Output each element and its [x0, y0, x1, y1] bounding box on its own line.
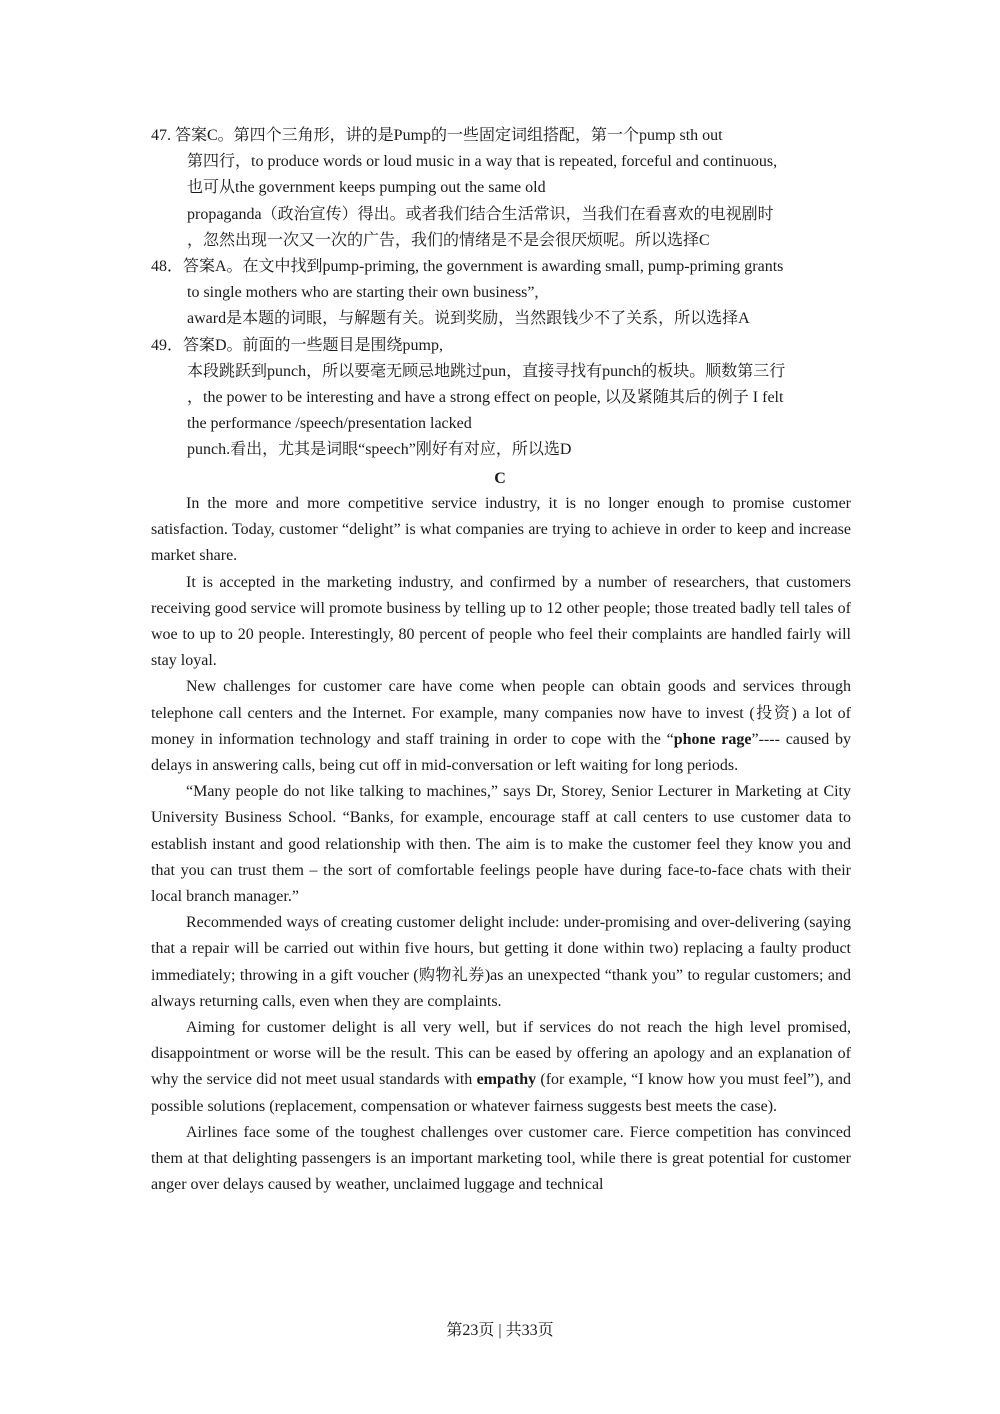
paragraph-7: Airlines face some of the toughest challenges over customer care. Fierce competition has convinced them at that delighting passengers is an important marketing tool, while there is great potential for customer anger over delays caused by weather, unclaimed luggage and technical [151, 1123, 851, 1194]
answer-explanations [151, 123, 851, 463]
answer-line: propaganda（政治宣传）得出。或者我们结合生活常识，当我们在看喜欢的电视剧时 [187, 205, 774, 223]
answer-line: the performance /speech/presentation lacked [187, 415, 472, 433]
paragraph-3-text-cont: ”---- caused by delays in answering calls, being cut off in mid-conversation or left waiting for long periods. [151, 730, 852, 775]
page-footer: 第23页 | 共33页 [446, 1322, 554, 1339]
paragraph-6 [151, 1015, 851, 1120]
answer-line: 也可从the government keeps pumping out the same old [187, 179, 546, 197]
paragraph-3 [151, 674, 851, 779]
paragraph-4: “Many people do not like talking to machines,” says Dr, Storey, Senior Lecturer in Marketing at City University Business School. “Banks, for example, encourage staff at call centers to use customer data to establish instant and good relationship with then. The aim is to make the customer feel they know you and that you can trust them – the sort of comfortable feelings people have during face-to-face chats with their local branch manager.” [151, 783, 851, 906]
answer-line: ，the power to be interesting and have a strong effect on people, 以及紧随其后的例子 I felt [187, 388, 784, 406]
paragraph-2: It is accepted in the marketing industry, and confirmed by a number of researchers, that customers receiving good service will promote business by telling up to 12 other people; those treated badly tell tales of woe to up to 20 people. Interestingly, 80 percent of people who feel their complaints are handled fairly will stay loyal. [151, 573, 851, 670]
answer-line: 47. 答案C。第四个三角形，讲的是Pump的一些固定词组搭配，第一个pump sth out [151, 127, 723, 144]
paragraph-6-text: Aiming for customer delight is all very well, but if services do not reach the high level promised, disappointment or worse will be the result. This can be eased by offering an apology and an explanation of why the service did not meet usual standards with [151, 1019, 851, 1089]
answer-48 [151, 254, 851, 333]
answer-line: 本段跳跃到punch，所以要毫无顾忌地跳过pun，直接寻找有punch的板块。顺数第三行 [187, 362, 786, 380]
answer-line: ，忽然出现一次又一次的广告，我们的情绪是不是会很厌烦呢。所以选择C [187, 231, 710, 249]
answer-line: punch.看出，尤其是词眼“speech”刚好有对应，所以选D [187, 441, 572, 459]
answer-line: 49．答案D。前面的一些题目是围绕pump, [151, 336, 444, 354]
answer-47 [151, 123, 851, 254]
paragraph-3-text: New challenges for customer care have come when people can obtain goods and services through telephone call centers and the Internet. For example, many companies now have to invest (投资) a lot of money in information technology and staff training in order to cope with the “ [151, 678, 851, 748]
paragraph-6-text-cont: (for example, “I know how you must feel”), and possible solutions (replacement, compensation or whatever fairness suggests best meets the case). [151, 1071, 851, 1115]
passage-body [151, 491, 851, 1198]
answer-line: to single mothers who are starting their own business”, [187, 284, 539, 302]
paragraph-5: Recommended ways of creating customer delight include: under-promising and over-delivering (saying that a repair will be carried out within five hours, but getting it done within two) replacing a faulty product immediately; throwing in a gift voucher (购物礼券)as an unexpected “thank you” to regular customers; and always returning calls, even when they are complaints. [151, 914, 851, 1010]
section-heading: C [494, 470, 506, 487]
phone-rage-term: phone rage [673, 730, 752, 748]
answer-49 [151, 333, 851, 464]
answer-line: 48．答案A。在文中找到pump-priming, the government is awarding small, pump-priming grants [151, 257, 784, 275]
paragraph-1: In the more and more competitive service industry, it is no longer enough to promise customer satisfaction. Today, customer “delight” is what companies are trying to achieve in order to keep and increase market share. [151, 495, 851, 565]
answer-line: award是本题的词眼，与解题有关。说到奖励，当然跟钱少不了关系，所以选择A [187, 310, 750, 328]
empathy-term: empathy [476, 1071, 537, 1089]
answer-line: 第四行，to produce words or loud music in a way that is repeated, forceful and continuous, [187, 153, 778, 171]
